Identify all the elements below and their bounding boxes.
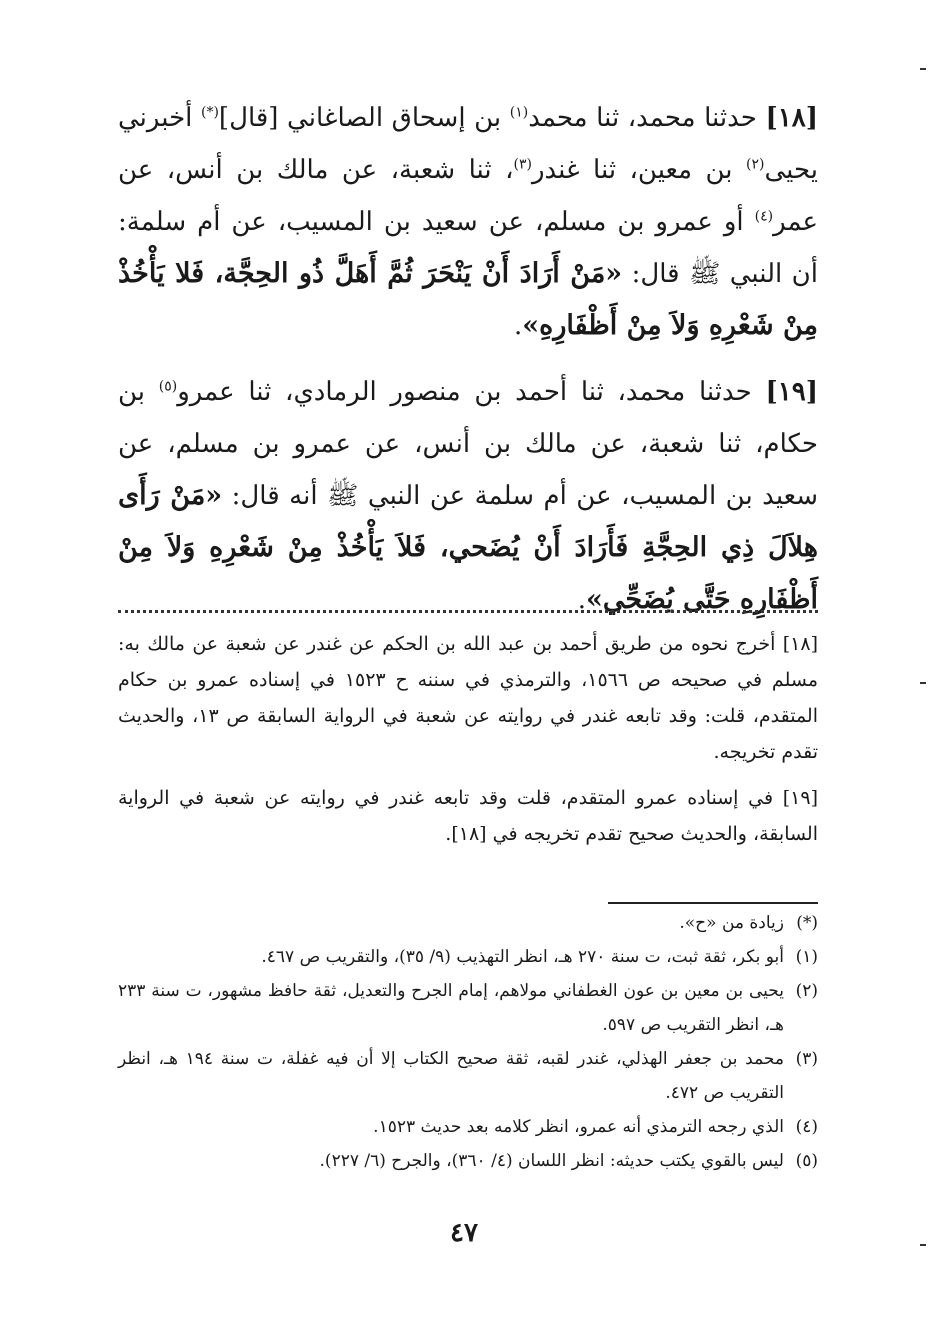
hadith-19: [118, 366, 818, 626]
margin-mark: [920, 1244, 926, 1246]
footnote-reference: (*): [200, 104, 219, 121]
footnote-text: ليس بالقوي يكتب حديثه: انظر اللسان (٤/ ٣٦٠)، والجرح (٦/ ٢٢٧).: [319, 1151, 784, 1171]
isnad-text: أخبرني يحيى: [118, 103, 818, 185]
takhrij-18: [١٨] أخرج نحوه من طريق أحمد بن عبد الله بن الحكم عن غندر عن شعبة عن مالك به: مسلم في صحيحه ص ١٥٦٦، والترمذي في سننه ح ١٥٢٣ في إسناده عمرو بن حكام المتقدم، قلت: وقد تابعه غندر في روايته عن شعبة في الرواية السابقة ص ١٣، والحديث تقدم تخريجه.: [118, 633, 818, 763]
footnote-5: [118, 1144, 818, 1178]
page-number: ٤٧: [450, 1218, 478, 1248]
footnote-reference: (٣): [513, 156, 532, 173]
dotted-separator: [118, 610, 818, 613]
isnad-text: بن إسحاق الصاغاني [قال]: [218, 103, 510, 133]
footnote-1: [118, 940, 818, 974]
footnote-mark: (٥): [795, 1151, 818, 1171]
footnote-reference: (٥): [158, 378, 178, 395]
footnote-mark: (٣): [795, 1049, 818, 1069]
hadith-number: [١٨]: [765, 103, 818, 133]
footnote-3: [118, 1042, 818, 1110]
footnote-mark: (*): [796, 913, 818, 933]
hadith-matn: «مَنْ أَرَادَ أَنْ يَنْحَرَ ثُمَّ أَهَلَّ ذُو الحِجَّة، فَلا يَأْخُذْ مِنْ شَعْرِهِ وَلاَ مِنْ أَظْفَارِهِ»: [118, 258, 818, 341]
margin-mark: [920, 68, 926, 70]
isnad-text: أو عمرو بن مسلم، عن سعيد بن المسيب، عن أم سلمة: أن النبي ﷺ قال:: [118, 207, 818, 289]
isnad-text: بن حكام، ثنا شعبة، عن مالك بن أنس، عن عمرو بن مسلم، عن سعيد بن المسيب، عن أم سلمة عن النبي ﷺ أنه قال:: [118, 377, 819, 511]
footnote-4: [118, 1110, 818, 1144]
footnote-mark: (٢): [795, 981, 818, 1001]
margin-mark: [920, 682, 926, 684]
isnad-text: بن معين، ثنا غندر: [531, 155, 746, 185]
footnote-mark: (٤): [795, 1117, 818, 1137]
footnote-mark: (١): [795, 947, 818, 967]
main-text: [118, 92, 818, 640]
isnad-text: حدثنا محمد، ثنا أحمد بن منصور الرمادي، ثنا عمرو: [177, 377, 766, 407]
footnote-text: زيادة من «ح».: [679, 913, 784, 933]
footnote-text: محمد بن جعفر الهذلي، غندر لقبه، ثقة صحيح الكتاب إلا أن فيه غفلة، ت سنة ١٩٤ هـ، انظر التقريب ص ٤٧٢.: [118, 1049, 784, 1103]
footnote-reference: (٢): [745, 156, 765, 173]
isnad-text: .: [514, 311, 523, 341]
footnotes: [118, 906, 818, 1178]
footnote-star: [118, 906, 818, 940]
footnote-text: أبو بكر، ثقة ثبت، ت سنة ٢٧٠ هـ، انظر التهذيب (٩/ ٣٥)، والتقريب ص ٤٦٧.: [261, 947, 784, 967]
isnad-text: حدثنا محمد، ثنا محمد: [528, 103, 766, 133]
footnote-rule: [608, 902, 818, 904]
isnad-text: .: [577, 585, 587, 615]
hadith-matn: «مَنْ رَأَى هِلاَلَ ذِي الحِجَّةِ فَأَرَادَ أَنْ يُضَحي، فَلاَ يَأْخُذْ مِنْ شَعْرِهِ وَلاَ مِنْ أَظْفَارِهِ حَتَّى يُضَحِّي»: [118, 480, 818, 615]
hadith-number: [١٩]: [765, 377, 818, 407]
isnad-text: ، ثنا شعبة، عن مالك بن أنس، عن عمر: [118, 155, 818, 237]
footnote-reference: (١): [509, 104, 529, 121]
takhrij-section: [118, 626, 818, 862]
footnote-reference: (٤): [754, 208, 774, 225]
footnote-text: الذي رجحه الترمذي أنه عمرو، انظر كلامه بعد حديث ١٥٢٣.: [373, 1117, 784, 1137]
footnote-2: [118, 974, 818, 1042]
takhrij-19: [١٩] في إسناده عمرو المتقدم، قلت وقد تابعه غندر في روايته عن شعبة في الرواية السابقة، والحديث صحيح تقدم تخريجه في [١٨].: [118, 787, 818, 845]
footnote-text: يحيى بن معين بن عون الغطفاني مولاهم، إمام الجرح والتعديل، ثقة حافظ مشهور، ت سنة ٢٣٣ هـ، انظر التقريب ص ٥٩٧.: [118, 981, 784, 1035]
hadith-18: [118, 92, 818, 352]
